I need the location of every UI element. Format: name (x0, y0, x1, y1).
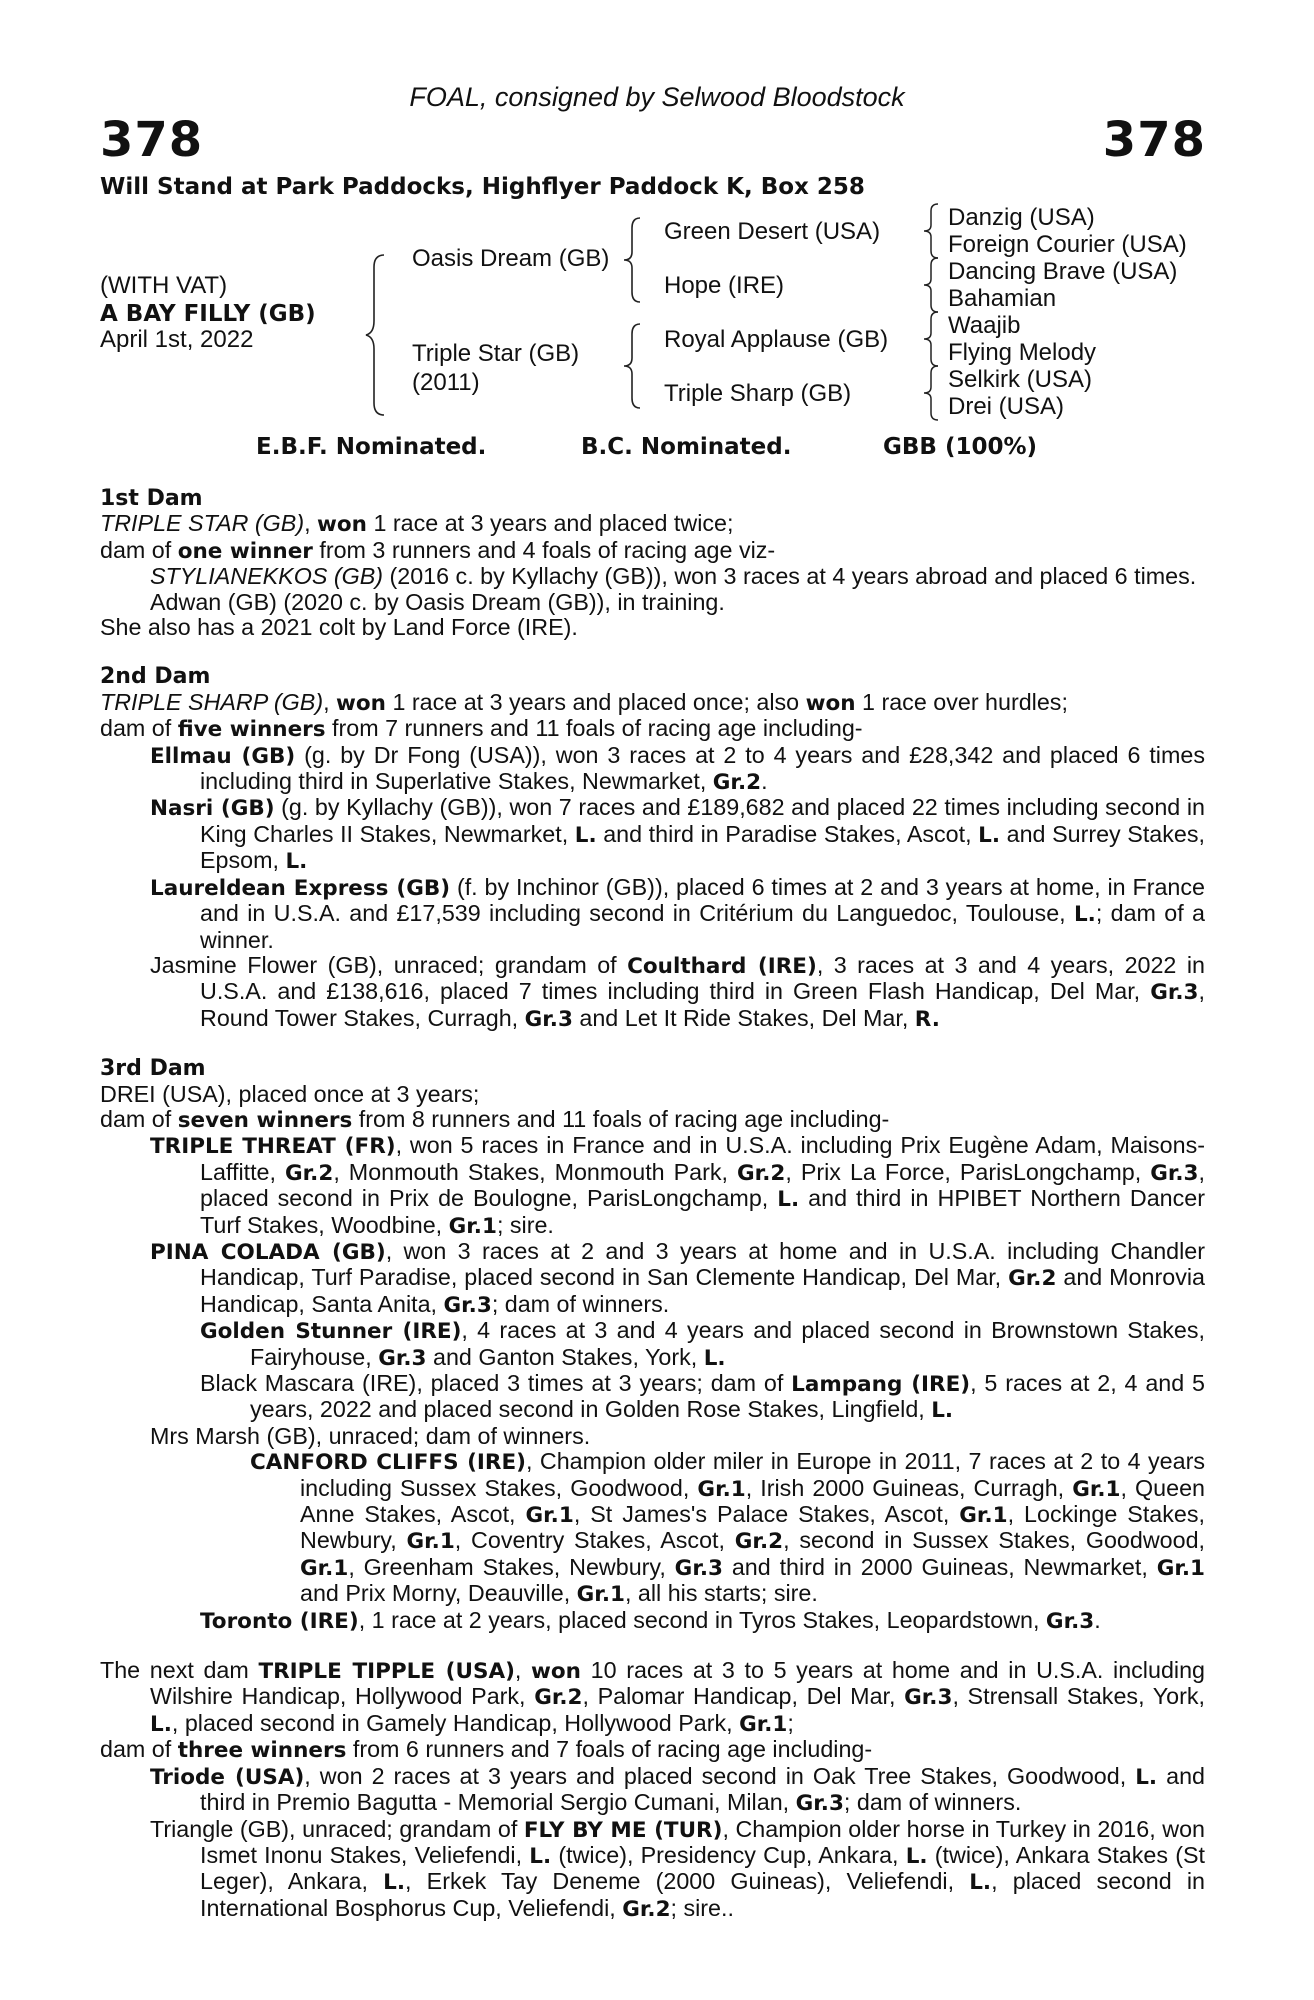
produce-entry: CANFORD CLIFFS (IRE), Champion older miler in Europe in 2011, 7 races at 2 to 4 years including Sussex Stakes, Goodwood, Gr.1, Irish 2000 Guineas, Curragh, Gr.1, Queen Anne Stakes, Ascot, Gr.1, St James's Palace Stakes, Ascot, Gr.1, Lockinge Stakes, Newbury, Gr.1, Coventry Stakes, Ascot, Gr.2, second in Sussex Stakes, Goodwood, Gr.1, Greenham Stakes, Newbury, Gr.3 and third in 2000 Guineas, Newmarket, Gr.1 and Prix Morny, Deauville, Gr.1, all his starts; sire. (250, 1448, 1206, 1608)
lot-number-left: 378 (100, 112, 204, 168)
g-waajib: Waajib (948, 312, 1021, 339)
stand-location: Will Stand at Park Paddocks, Highflyer Paddock K, Box 258 (100, 174, 865, 200)
sire: Oasis Dream (GB) (412, 245, 610, 272)
third-dam-produce-summary: dam of seven winners from 8 runners and 11 foals of racing age including- (100, 1105, 890, 1133)
consignor-line: FOAL, consigned by Selwood Bloodstock (409, 82, 905, 112)
next-dam-section (100, 1658, 1205, 1922)
third-dam-section (100, 1056, 1205, 1634)
g-foreign-courier: Foreign Courier (USA) (948, 231, 1187, 258)
produce-entry: STYLIANEKKOS (GB) (2016 c. by Kyllachy (GB)), won 3 races at 4 years abroad and placed 6 times. (150, 563, 1197, 590)
horse-name: A BAY FILLY (GB) (100, 301, 316, 327)
brace-g2 (924, 258, 942, 312)
produce-entry: Ellmau (GB) (g. by Dr Fong (USA)), won 3 races at 2 to 4 years and £28,342 and placed 6 times including third in Superlative Stakes, Newmarket, Gr.2. (150, 741, 1205, 796)
g-danzig: Danzig (USA) (948, 204, 1095, 231)
g-selkirk: Selkirk (USA) (948, 366, 1093, 393)
vat-note: (WITH VAT) (100, 272, 228, 299)
gbb-status: GBB (100%) (883, 434, 1038, 460)
sire-dam: Hope (IRE) (664, 272, 785, 299)
g-flying-melody: Flying Melody (948, 339, 1097, 366)
produce-entry: Nasri (GB) (g. by Kyllachy (GB)), won 7 races and £189,682 and placed 22 times including second in King Charles II Stakes, Newmarket, L. and third in Paradise Stakes, Ascot, L. and Surrey Stakes, Epsom, L. (150, 794, 1205, 875)
brace-g3 (924, 312, 942, 366)
catalogue-body (100, 486, 1205, 1922)
g-dancing-brave: Dancing Brave (USA) (948, 258, 1178, 285)
next-dam-record: The next dam TRIPLE TIPPLE (USA), won 10 races at 3 to 5 years at home and in U.S.A. including Wilshire Handicap, Hollywood Park, Gr.2, Palomar Handicap, Del Mar, Gr.3, Strensall Stakes, York, L., placed second in Gamely Handicap, Hollywood Park, Gr.1; (100, 1657, 1205, 1737)
dam-year: (2011) (412, 369, 480, 396)
second-dam-produce-summary: dam of five winners from 7 runners and 11 foals of racing age including- (100, 715, 863, 743)
second-dam-record: TRIPLE SHARP (GB), won 1 race at 3 years and placed once; also won 1 race over hurdles; (100, 688, 1068, 716)
produce-entry: Golden Stunner (IRE), 4 races at 3 and 4 years and placed second in Brownstown Stakes, Fairyhouse, Gr.3 and Ganton Stakes, York, L. (200, 1317, 1206, 1371)
foaling-date: April 1st, 2022 (100, 326, 254, 353)
produce-entry: Mrs Marsh (GB), unraced; dam of winners. (150, 1422, 591, 1449)
second-dam-section (100, 664, 1205, 1032)
third-dam-heading: 3rd Dam (100, 1056, 206, 1082)
dam-dam: Triple Sharp (GB) (664, 380, 852, 407)
first-dam-section (100, 486, 1205, 640)
sire-sire: Green Desert (USA) (664, 218, 881, 245)
second-dam-heading: 2nd Dam (100, 664, 211, 690)
produce-entry: Toronto (IRE), 1 race at 2 years, placed second in Tyros Stakes, Leopardstown, Gr.3. (200, 1606, 1101, 1634)
ebf-nomination: E.B.F. Nominated. (256, 434, 487, 460)
pedigree-brace-main (366, 255, 390, 415)
dam-sire: Royal Applause (GB) (664, 326, 889, 353)
produce-note: She also has a 2021 colt by Land Force (IRE). (100, 614, 578, 641)
brace-g4 (924, 366, 942, 420)
pedigree-brace-dam (624, 324, 644, 408)
lot-number-right: 378 (1102, 112, 1206, 168)
brace-g1 (924, 204, 942, 258)
produce-entry: Laureldean Express (GB) (f. by Inchinor (GB)), placed 6 times at 2 and 3 years at home, in France and in U.S.A. and £17,539 including second in Critérium du Languedoc, Toulouse, L.; dam of a winner. (150, 873, 1205, 953)
next-dam-produce-summary: dam of three winners from 6 runners and 7 foals of racing age including- (100, 1736, 873, 1764)
produce-entry: PINA COLADA (GB), won 3 races at 2 and 3 years at home and in U.S.A. including Chandler Handicap, Turf Paradise, placed second in San Clemente Handicap, Del Mar, Gr.2 and Monrovia Handicap, Santa Anita, Gr.3; dam of winners. (150, 1237, 1205, 1318)
bc-nomination: B.C. Nominated. (581, 434, 792, 460)
first-dam-produce-summary: dam of one winner from 3 runners and 4 foals of racing age viz- (100, 536, 776, 564)
third-dam-record: DREI (USA), placed once at 3 years; (100, 1080, 480, 1107)
produce-entry: Black Mascara (IRE), placed 3 times at 3 years; dam of Lampang (IRE), 5 races at 2, 4 and 5 years, 2022 and placed second in Golden Rose Stakes, Lingfield, L. (200, 1370, 1205, 1424)
produce-entry: Jasmine Flower (GB), unraced; grandam of Coulthard (IRE), 3 races at 3 and 4 years, 2022 in U.S.A. and £138,616, placed 7 times including third in Green Flash Handicap, Del Mar, Gr.3, Round Tower Stakes, Curragh, Gr.3 and Let It Ride Stakes, Del Mar, R. (150, 951, 1205, 1032)
g-bahamian: Bahamian (948, 285, 1057, 312)
first-dam-record: TRIPLE STAR (GB), won 1 race at 3 years and placed twice; (100, 510, 734, 538)
first-dam-heading: 1st Dam (100, 486, 203, 511)
dam: Triple Star (GB) (412, 340, 580, 367)
produce-entry: TRIPLE THREAT (FR), won 5 races in France and in U.S.A. including Prix Eugène Adam, Maisons-Laffitte, Gr.2, Monmouth Stakes, Monmouth Park, Gr.2, Prix La Force, ParisLongchamp, Gr.3, placed second in Prix de Boulogne, ParisLongchamp, L. and third in HPIBET Northern Dancer Turf Stakes, Woodbine, Gr.1; sire. (150, 1132, 1205, 1239)
pedigree-brace-sire (624, 218, 644, 302)
g-drei: Drei (USA) (948, 393, 1065, 420)
produce-entry: Triode (USA), won 2 races at 3 years and placed second in Oak Tree Stakes, Goodwood, L. and third in Premio Bagutta - Memorial Sergio Cumani, Milan, Gr.3; dam of winners. (150, 1762, 1205, 1817)
produce-entry: Triangle (GB), unraced; grandam of FLY BY ME (TUR), Champion older horse in Turkey in 2016, won Ismet Inonu Stakes, Veliefendi, L. (twice), Presidency Cup, Ankara, L. (twice), Ankara Stakes (St Leger), Ankara, L., Erkek Tay Deneme (2000 Guineas), Veliefendi, L., placed second in International Bosphorus Cup, Veliefendi, Gr.2; sire.. (150, 1815, 1205, 1922)
produce-entry: Adwan (GB) (2020 c. by Oasis Dream (GB)), in training. (150, 588, 725, 615)
